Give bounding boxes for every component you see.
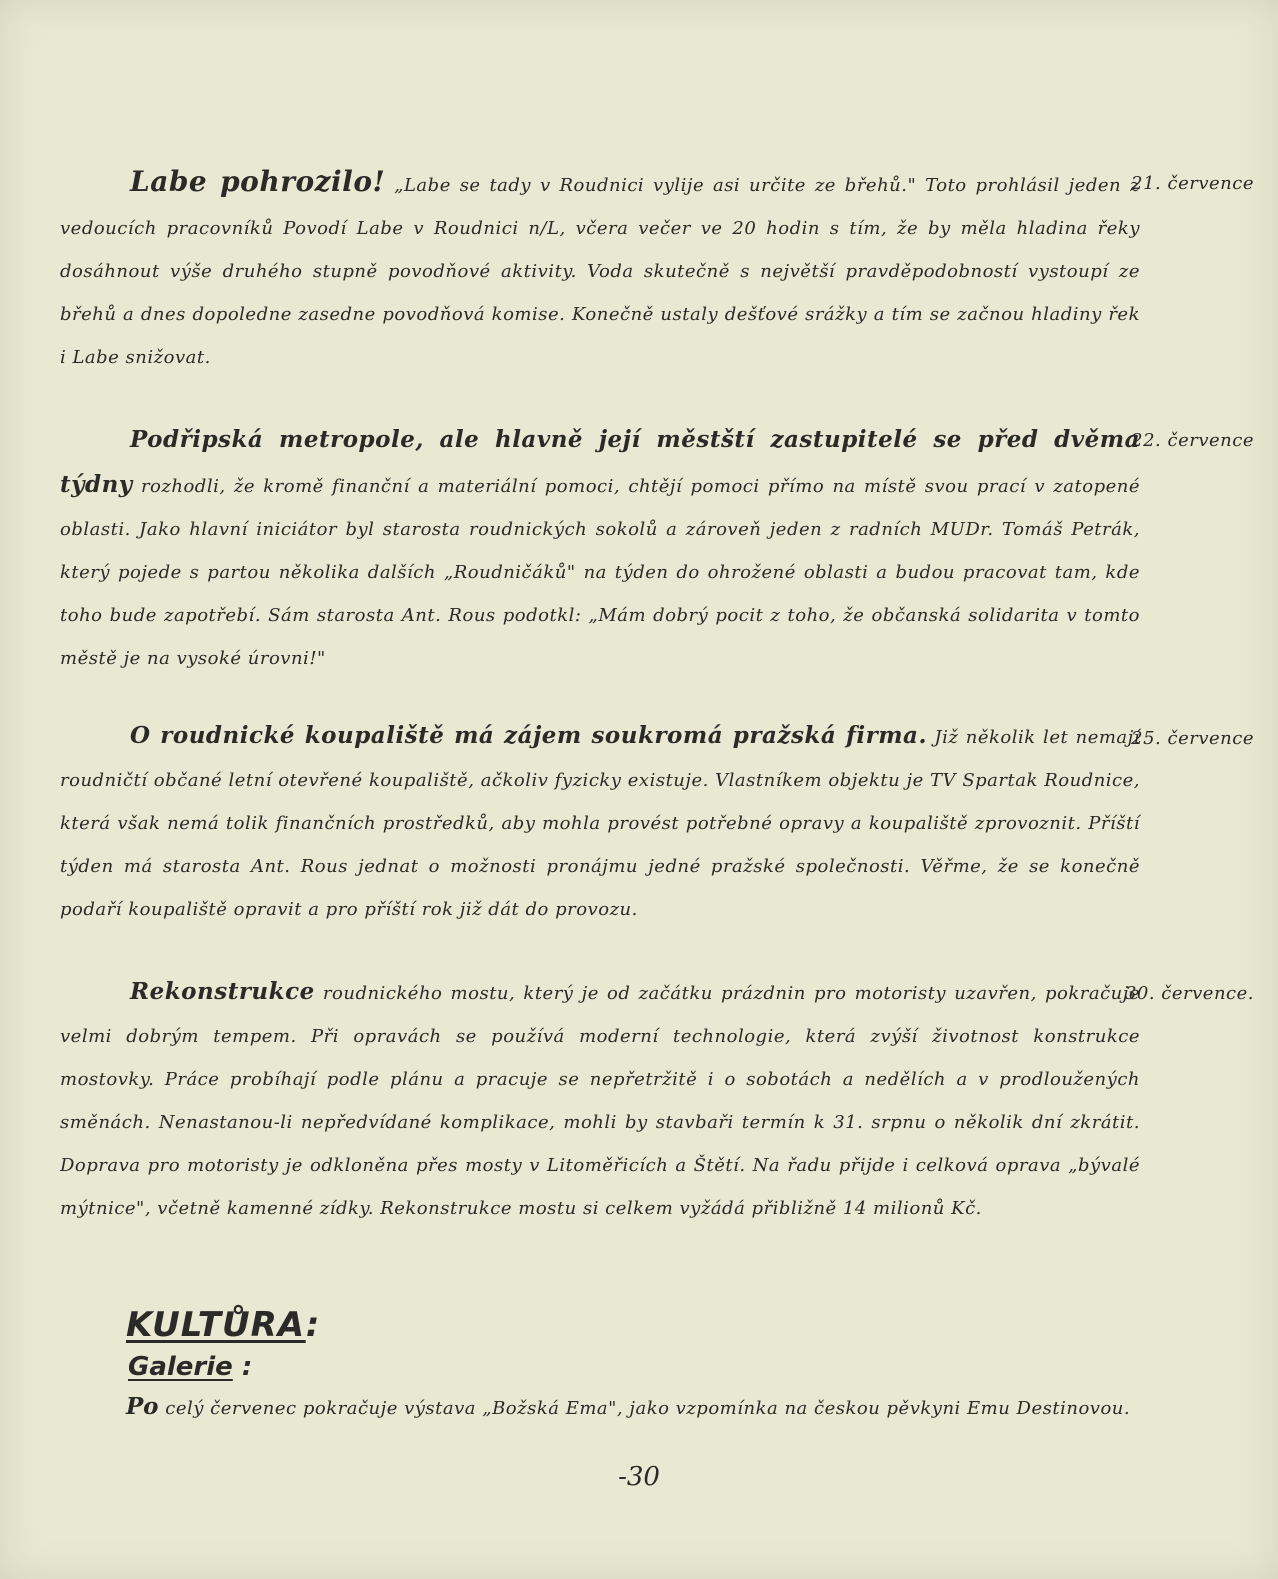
gallery-text: celý červenec pokračuje výstava „Božská Ema", jako vzpomínka na českou pěvkyni Emu Destinovou. xyxy=(165,1398,1131,1419)
entry-date: 25. července xyxy=(1131,728,1254,749)
page-number: -30 xyxy=(618,1462,660,1492)
gallery-lead: Po xyxy=(126,1393,160,1420)
entry-bridge xyxy=(60,970,1140,1230)
entry-paragraph xyxy=(60,160,1140,379)
entry-text: roudnického mostu, který je od začátku prázdnin pro motoristy uzavřen, pokračuje velmi dobrým tempem. Při opravách se používá moderní technologie, která zvýší životnost konstrukce mostovky. Práce probíhají podle plánu a pracuje se nepřetržitě i o sobotách a nedělích a v prodloužených směnách. Nenastanou-li nepředvídané komplikace, mohli by stavbaři termín k 31. srpnu o několik dní zkrátit. Doprava pro motoristy je odkloněna přes mosty v Litoměřicích a Štětí. Na řadu přijde i celková oprava „bývalé mýtnice", včetně kamenné zídky. Rekonstrukce mostu si celkem vyžádá přibližně 14 milionů Kč. xyxy=(60,983,1140,1219)
entry-lead: Labe pohrozilo! xyxy=(130,165,386,198)
entry-date: 21. července xyxy=(1131,173,1254,194)
gallery-heading xyxy=(128,1352,252,1382)
gallery-paragraph xyxy=(126,1393,1206,1420)
culture-title-suffix: : xyxy=(305,1305,321,1345)
entry-paragraph xyxy=(60,970,1140,1230)
culture-title: KULTŮRA xyxy=(126,1305,306,1345)
culture-heading xyxy=(126,1305,320,1345)
entry-date: 30. července. xyxy=(1124,983,1254,1004)
entry-paragraph xyxy=(60,418,1140,680)
entry-swimming-pool xyxy=(60,714,1140,931)
entry-text: rozhodli, že kromě finanční a materiální pomoci, chtějí pomoci přímo na místě svou prací v zatopené oblasti. Jako hlavní iniciátor byl starosta roudnických sokolů a zároveň jeden z radních MUDr. Tomáš Petrák, který pojede s partou několika dalších „Roudničáků" na týden do ohrožené oblasti a budou pracovat tam, kde toho bude zapotřebí. Sám starosta Ant. Rous podotkl: „Mám dobrý pocit z toho, že občanská solidarita v tomto městě je na vysoké úrovni!" xyxy=(60,476,1140,669)
gallery-title-suffix: : xyxy=(241,1352,253,1382)
gallery-title: Galerie xyxy=(128,1352,233,1382)
entry-text: „Labe se tady v Roudnici vylije asi určite ze břehů." Toto prohlásil jeden z vedoucích pracovníků Povodí Labe v Roudnici n/L, včera večer ve 20 hodin s tím, že by měla hladina řeky dosáhnout výše druhého stupně povodňové aktivity. Voda skutečně s největší pravděpodobností vystoupí ze břehů a dnes dopoledne zasedne povodňová komise. Konečně ustaly dešťové srážky a tím se začnou hladiny řek i Labe snižovat. xyxy=(60,175,1140,368)
entry-lead: O roudnické koupaliště má zájem soukromá pražská firma. xyxy=(130,722,927,749)
entry-lead: Rekonstrukce xyxy=(130,978,315,1005)
entry-paragraph xyxy=(60,714,1140,931)
entry-metropole xyxy=(60,418,1140,680)
entry-flood xyxy=(60,160,1140,379)
entry-date: 22. července xyxy=(1131,430,1254,451)
entry-lead: Podřipská metropole, ale hlavně její městští zastupitelé se před dvěma týdny xyxy=(60,426,1140,498)
entry-text: Již několik let nemají roudničtí občané letní otevřené koupaliště, ačkoliv fyzicky existuje. Vlastníkem objektu je TV Spartak Roudnice, která však nemá tolik finančních prostředků, aby mohla provést potřebné opravy a koupaliště zprovoznit. Příští týden má starosta Ant. Rous jednat o možnosti pronájmu jedné pražské společnosti. Věřme, že se konečně podaří koupaliště opravit a pro příští rok již dát do provozu. xyxy=(60,727,1140,920)
